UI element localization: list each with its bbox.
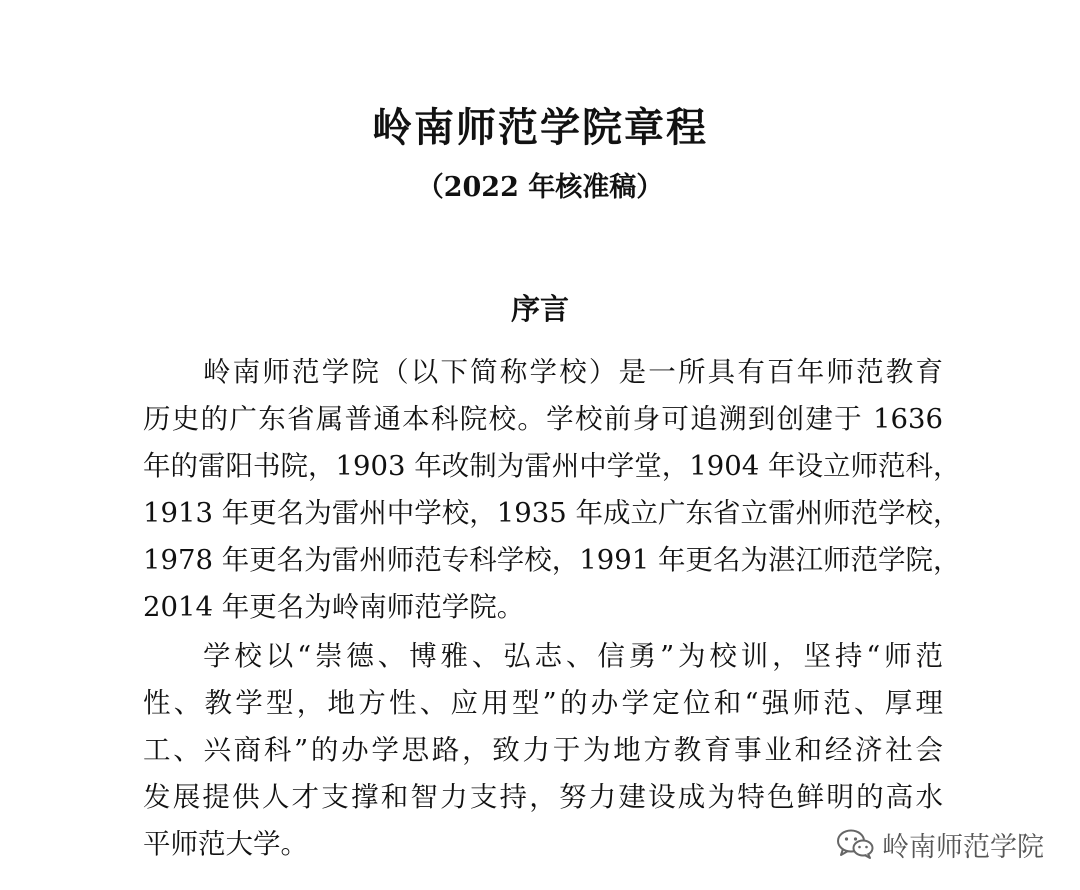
paragraph-line: 工、兴商科”的办学思路，致力于为地方教育事业和经济社会 — [143, 734, 943, 766]
section-heading: 序言 — [510, 292, 569, 326]
paragraph-line: 性、教学型，地方性、应用型”的办学定位和“强师范、厚理 — [143, 687, 943, 719]
paragraph-2 — [143, 633, 943, 868]
document-title: 岭南师范学院章程 — [372, 104, 708, 151]
paragraph-1 — [143, 349, 961, 631]
document-subtitle: （2022 年核准稿） — [416, 172, 664, 203]
paragraph-line: 历史的广东省属普通本科院校。学校前身可追溯到创建于 1636 — [143, 403, 943, 435]
paragraph-line: 1913 年更名为雷州中学校，1935 年成立广东省立雷州师范学校， — [143, 497, 961, 529]
watermark — [836, 826, 1044, 862]
paragraph-line: 年的雷阳书院，1903 年改制为雷州中学堂，1904 年设立师范科， — [143, 450, 961, 482]
paragraph-line: 岭南师范学院（以下简称学校）是一所具有百年师范教育 — [203, 356, 943, 388]
wechat-icon — [836, 828, 874, 860]
paragraph-line: 发展提供人才支撑和智力支持，努力建设成为特色鲜明的高水 — [143, 781, 943, 813]
paragraph-line: 2014 年更名为岭南师范学院。 — [143, 591, 525, 623]
paragraph-line: 1978 年更名为雷州师范专科学校，1991 年更名为湛江师范学院， — [143, 544, 961, 576]
paragraph-line: 学校以“崇德、博雅、弘志、信勇”为校训，坚持“师范 — [203, 640, 943, 672]
paragraph-line: 平师范大学。 — [143, 828, 308, 860]
watermark-text: 岭南师范学院 — [882, 831, 1044, 863]
